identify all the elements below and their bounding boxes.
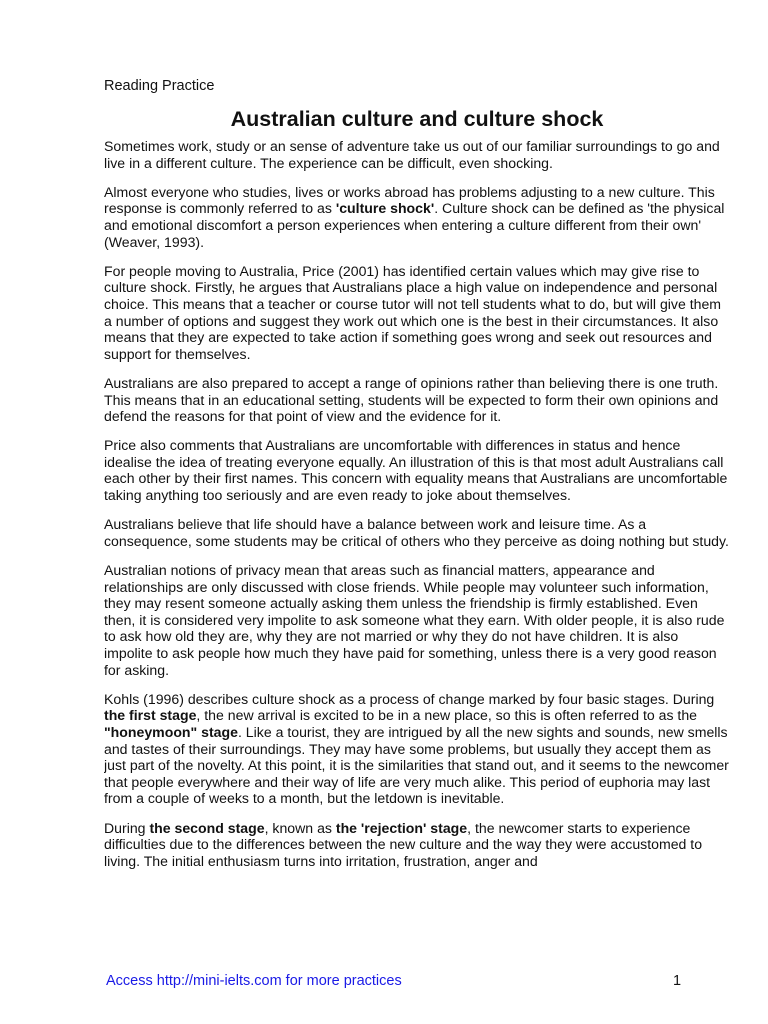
paragraph [104, 437, 730, 503]
document-title: Australian culture and culture shock [230, 107, 604, 131]
paragraph [104, 184, 730, 250]
paragraph [104, 516, 730, 549]
bold-term: the 'rejection' stage [335, 819, 468, 836]
text-run: . Like a tourist, they are intrigued by all the new sights and sounds, new smells and tastes of their surroundings. They may have some problems, but usually they accept them as just part of the novelty. At this point, it is the similarities that stand out, and it seems to the newcomer that people everywhere and their way of life are very much alike. This period of euphoria may last from a couple of weeks to a month, but the letdown is inevitable. [104, 723, 729, 807]
header-label: Reading Practice [104, 78, 215, 94]
text-run: Australians believe that life should have a balance between work and leisure time. As a consequence, some students may be critical of others who they perceive as doing nothing but study. [104, 516, 729, 549]
paragraph [104, 820, 730, 870]
text-run: Price also comments that Australians are uncomfortable with differences in status and hence idealise the idea of treating everyone equally. An illustration of this is that most adult Australians call each other by their first names. This concern with equality means that Australians are uncomfortable taking anything too seriously and are even ready to joke about themselves. [104, 437, 728, 504]
text-run: . Culture shock can be defined as 'the physical and emotional discomfort a person experiences when entering a culture different from their own' (Weaver, 1993). [104, 200, 725, 250]
bold-term: the second stage [149, 819, 265, 836]
text-run: , the new arrival is excited to be in a new place, so this is often referred to as the [196, 707, 698, 724]
text-run: Almost everyone who studies, lives or works abroad has problems adjusting to a new culture. This response is commonly referred to as [104, 183, 715, 217]
page-number: 1 [673, 973, 682, 989]
text-run: For people moving to Australia, Price (2001) has identified certain values which may give rise to culture shock. Firstly, he argues that Australians place a high value on independence and personal choice. This means that a teacher or course tutor will not tell students what to do, but will give them a number of options and suggest they work out which one is the best in their circumstances. It also means that they are expected to take action if something goes wrong and seek out resources and support for themselves. [104, 262, 722, 362]
text-run: Sometimes work, study or an sense of adventure take us out of our familiar surroundings to go and live in a different culture. The experience can be difficult, even shocking. [104, 138, 720, 171]
text-run: Australians are also prepared to accept a range of opinions rather than believing there is one truth. This means that in an educational setting, students will be expected to form their own opinions and defend the reasons for that point of view and the evidence for it. [104, 374, 719, 425]
bold-term: the first stage [104, 707, 197, 724]
text-run: During [104, 819, 150, 836]
text-run: , the newcomer starts to experience difficulties due to the differences between the new culture and the way they were accustomed to living. The initial enthusiasm turns into irritation, frustration, anger and [104, 819, 703, 869]
paragraph [104, 263, 730, 363]
text-run: Australian notions of privacy mean that areas such as financial matters, appearance and relationships are only discussed with close friends. While people may volunteer such information, they may resent someone actually asking them unless the friendship is firmly established. Even then, it is considered very impolite to ask someone what they earn. With older people, it is also rude to ask how old they are, why they are not married or why they do not have children. It is also impolite to ask people how much they have paid for something, unless there is a very good reason for asking. [104, 562, 725, 678]
footer-link[interactable]: Access http://mini-ielts.com for more practices [106, 973, 402, 989]
article-body [104, 138, 730, 960]
paragraph [104, 691, 730, 807]
paragraph [104, 138, 730, 171]
paragraph [104, 562, 730, 678]
paragraph [104, 375, 730, 425]
text-run: , known as [264, 819, 336, 836]
text-run: Kohls (1996) describes culture shock as a process of change marked by four basic stages. During [104, 690, 715, 707]
bold-term: "honeymoon" stage [104, 723, 238, 740]
bold-term: 'culture shock' [335, 200, 435, 217]
